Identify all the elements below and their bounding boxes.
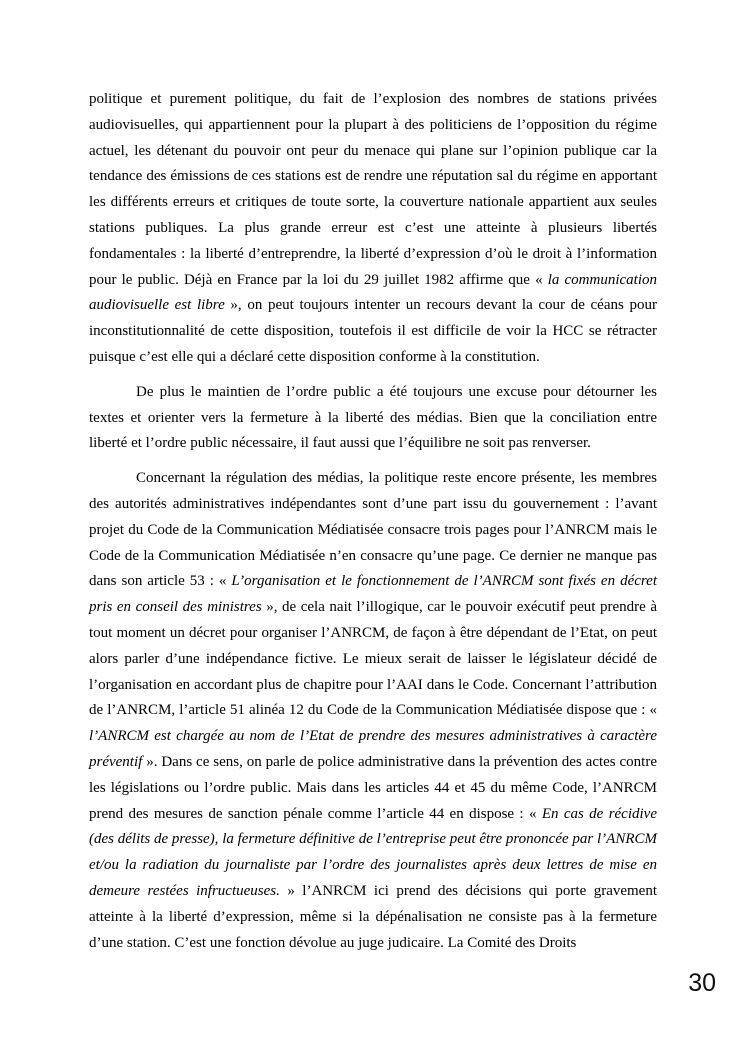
body-text: ». Dans ce sens, on parle de police administrative dans la prévention des actes contre les législations ou l’ordre public. Mais dans les articles 44 et 45 du même Code, l’ANRCM prend des mesures de sanction pénale comme l’article 44 en dispose : « [89,753,657,822]
paragraph [89,466,657,956]
quoted-italic-text: l’ANRCM est chargée au nom de l’Etat de prendre des mesures administratives à caractère préventif [89,728,657,770]
paragraph [89,380,657,457]
quoted-italic-text: la communication audiovisuelle est libre [89,271,657,314]
quoted-italic-text: L’organisation et le fonctionnement de l’ANRCM sont fixés en décret pris en conseil des ministres [89,573,657,616]
page-body [89,87,657,965]
body-text: Concernant la régulation des médias, la politique reste encore présente, les membres des autorités administratives indépendantes sont d’une part issu du gouvernement : l’avant projet du Code de la Communication Médiatisée consacre trois pages pour l’ANRCM mais le Code de la Communication Médiatisée n’en consacre qu’une page. Ce dernier ne manque pas dans son article 53 : « [89,470,657,590]
quoted-italic-text: En cas de récidive (des délits de presse), la fermeture définitive de l’entreprise peut être prononcée par l’ANRCM et/ou la radiation du journaliste par l’ordre des journalistes après deux lettres de mise en demeure restées infructueuses. [89,805,657,899]
body-text: », de cela nait l’illogique, car le pouvoir exécutif peut prendre à tout moment un décret pour organiser l’ANRCM, de façon à être dépendant de l’Etat, on peut alors parler d’une indépendance fictive. Le mieux serait de laisser le législateur décidé de l’organisation en accordant plus de chapitre pour l’AAI dans le Code. Concernant l’attribution de l’ANRCM, l’article 51 alinéa 12 du Code de la Communication Médiatisée dispose que : « [89,599,657,719]
page-number: 30 [688,969,716,997]
body-text: De plus le maintien de l’ordre public a été toujours une excuse pour détourner les textes et orienter vers la fermeture à la liberté des médias. Bien que la conciliation entre liberté et l’ordre public nécessaire, il faut aussi que l’équilibre ne soit pas renverser. [89,383,657,452]
body-text: », on peut toujours intenter un recours devant la cour de céans pour inconstitutionnalité de cette disposition, toutefois il est difficile de voir la HCC se rétracter puisque c’est elle qui a déclaré cette disposition conforme à la constitution. [89,297,657,365]
body-text: » l’ANRCM ici prend des décisions qui porte gravement atteinte à la liberté d’expression, même si la dépénalisation ne consiste pas à la fermeture d’une station. C’est une fonction dévolue au juge judicaire. La Comité des Droits [89,882,657,951]
paragraph [89,87,657,371]
body-text: politique et purement politique, du fait de l’explosion des nombres de stations privées audiovisuelles, qui appartiennent pour la plupart à des politiciens de l’opposition du régime actuel, les détenant du pouvoir ont peur du menace qui plane sur l’opinion publique car la tendance des émissions de ces stations est de rendre une réputation sal du régime en apportant les différents erreurs et critiques de toute sorte, la couverture nationale appartient aux seules stations publiques. La plus grande erreur est c’est une atteinte à plusieurs libertés fondamentales : la liberté d’entreprendre, la liberté d’expression d’où le droit à l’information pour le public. Déjà en France par la loi du 29 juillet 1982 affirme que « [89,91,657,288]
